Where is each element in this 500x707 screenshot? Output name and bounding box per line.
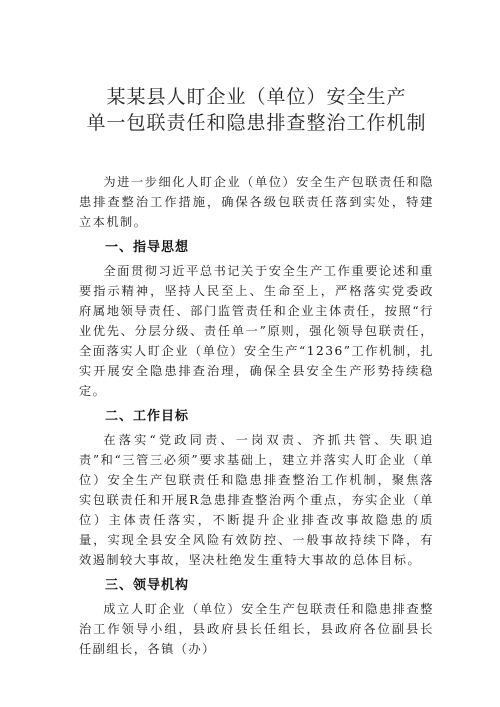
section-body-work-goals: 在落实“党政同责、一岗双责、齐抓共管、失职追责”和“三管三必须”要求基础上，建立并落实人盯企业（单位）安全生产包联责任和隐患排查整治工作机制，聚焦落实包联责任和开展R急患排查整治两个重点，夯实企业（单位）主体责任落实，不断提升企业排查改事故隐患的质量，实现全县安全风险有效防控、一般事故持续下降，有效遏制较大事故，坚决杜绝发生重特大事故的总体目标。: [79, 433, 434, 567]
section-heading-leading-body: 三、领导机构: [105, 578, 190, 593]
section-body-guiding-ideology: 全面贯彻习近平总书记关于安全生产工作重要论述和重要指示精神，坚持人民至上、生命至上，严格落实党委政府属地领导责任、部门监管责任和企业主体责任，按照“行业优先、分层分级、责任单一”原则，强化领导包联责任，全面落实人盯企业（单位）安全生产“1236”工作机制，扎实开展安全隐患排查治理，确保全县安全生产形势持续稳定。: [79, 264, 434, 398]
document-title-line-2: 单一包联责任和隐患排查整治工作机制: [86, 112, 427, 134]
section-heading-work-goals: 二、工作目标: [105, 409, 190, 424]
section-body-leading-body: 成立人盯企业（单位）安全生产包联责任和隐患排查整治工作领导小组，县政府县长任组长，县政府各位副县长任副组长，各镇（办）: [79, 602, 434, 656]
section-heading-guiding-ideology: 一、指导思想: [105, 240, 190, 255]
intro-paragraph: 为进一步细化人盯企业（单位）安全生产包联责任和隐患排查整治工作措施，确保各级包联责任落到实处，特建立本机制。: [79, 175, 434, 229]
document-title-line-1: 某某县人盯企业（单位）安全生产: [106, 86, 407, 108]
